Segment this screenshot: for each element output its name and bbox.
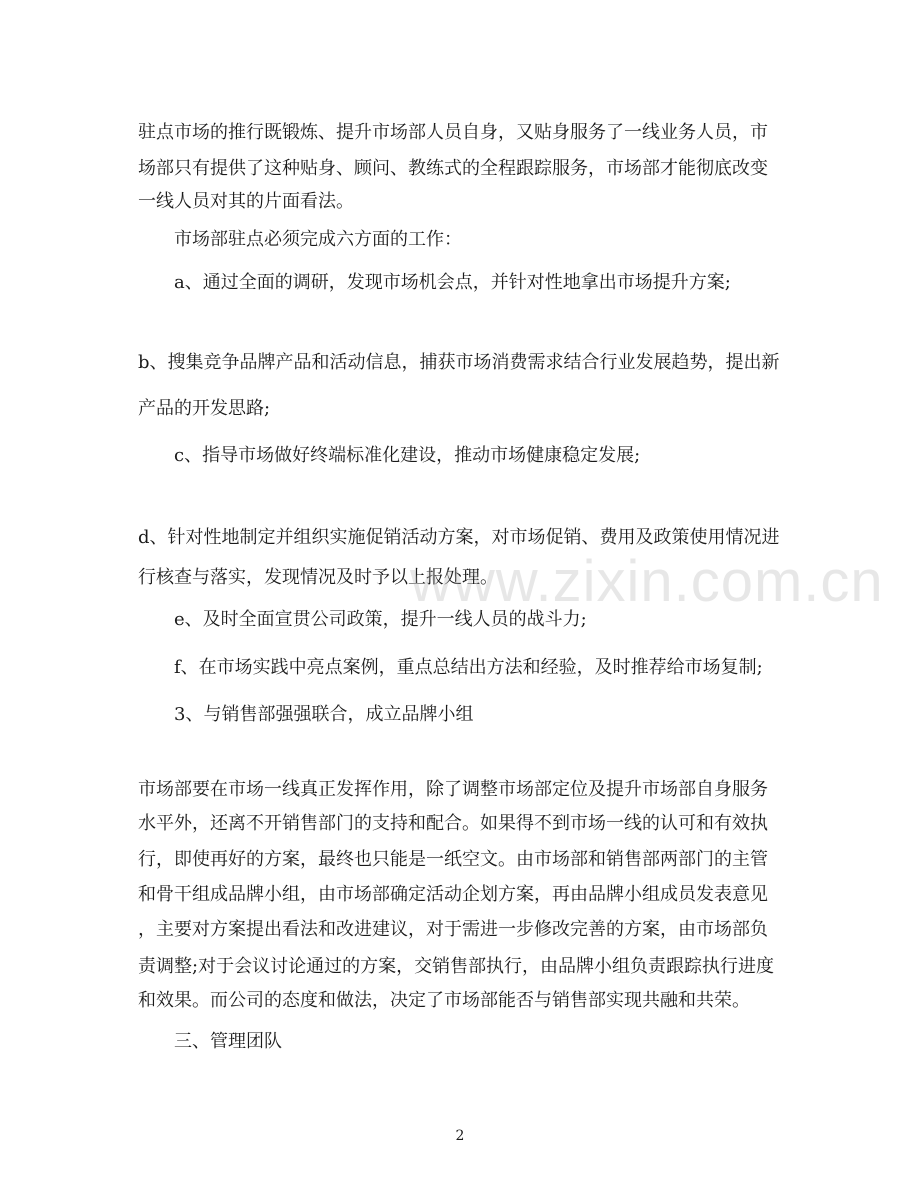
- paragraph-2-line-6: 责调整;对于会议讨论通过的方案，交销售部执行，由品牌小组负责跟踪执行进度: [138, 956, 775, 977]
- paragraph-2-line-4: 和骨干组成品牌小组，由市场部确定活动企划方案，再由品牌小组成员发表意见: [138, 884, 768, 905]
- list-item-a: a、通过全面的调研，发现市场机会点，并针对性地拿出市场提升方案;: [174, 272, 731, 293]
- list-item-b-line-2: 产品的开发思路;: [138, 398, 271, 419]
- paragraph-2-line-7: 和效果。而公司的态度和做法，决定了市场部能否与销售部实现共融和共荣。: [138, 990, 750, 1011]
- section-heading: 三、管理团队: [174, 1031, 282, 1052]
- paragraph-1-line-2: 场部只有提供了这种贴身、顾问、教练式的全程跟踪服务，市场部才能彻底改变: [138, 158, 768, 179]
- paragraph-2-line-3: 行，即使再好的方案，最终也只能是一纸空文。由市场部和销售部两部门的主管: [138, 849, 768, 870]
- list-item-f: f、在市场实践中亮点案例，重点总结出方法和经验，及时推荐给市场复制;: [174, 657, 763, 678]
- page-number: 2: [455, 1128, 465, 1144]
- list-item-d-line-1: d、针对性地制定并组织实施促销活动方案，对市场促销、费用及政策使用情况进: [138, 527, 780, 548]
- paragraph-1-line-3: 一线人员对其的片面看法。: [138, 191, 354, 212]
- paragraph-2-line-2: 水平外，还离不开销售部门的支持和配合。如果得不到市场一线的认可和有效执: [138, 813, 768, 834]
- watermark: www.zixin.com.cn: [410, 549, 884, 614]
- paragraph-2-line-5: ，主要对方案提出看法和改进建议，对于需进一步修改完善的方案，由市场部负: [138, 919, 768, 940]
- list-item-b-line-1: b、搜集竞争品牌产品和活动信息，捕获市场消费需求结合行业发展趋势，提出新: [138, 352, 780, 373]
- list-item-d-line-2: 行核查与落实，发现情况及时予以上报处理。: [138, 567, 498, 588]
- list-item-e: e、及时全面宣贯公司政策，提升一线人员的战斗力;: [174, 609, 587, 630]
- paragraph-1-line-1: 驻点市场的推行既锻炼、提升市场部人员自身，又贴身服务了一线业务人员，市: [138, 122, 768, 143]
- six-tasks-intro: 市场部驻点必须完成六方面的工作：: [174, 229, 462, 250]
- list-item-c: c、指导市场做好终端标准化建设，推动市场健康稳定发展;: [174, 445, 641, 466]
- list-item-3: 3、与销售部强强联合，成立品牌小组: [174, 704, 474, 725]
- paragraph-2-line-1: 市场部要在市场一线真正发挥作用，除了调整市场部定位及提升市场部自身服务: [138, 779, 768, 800]
